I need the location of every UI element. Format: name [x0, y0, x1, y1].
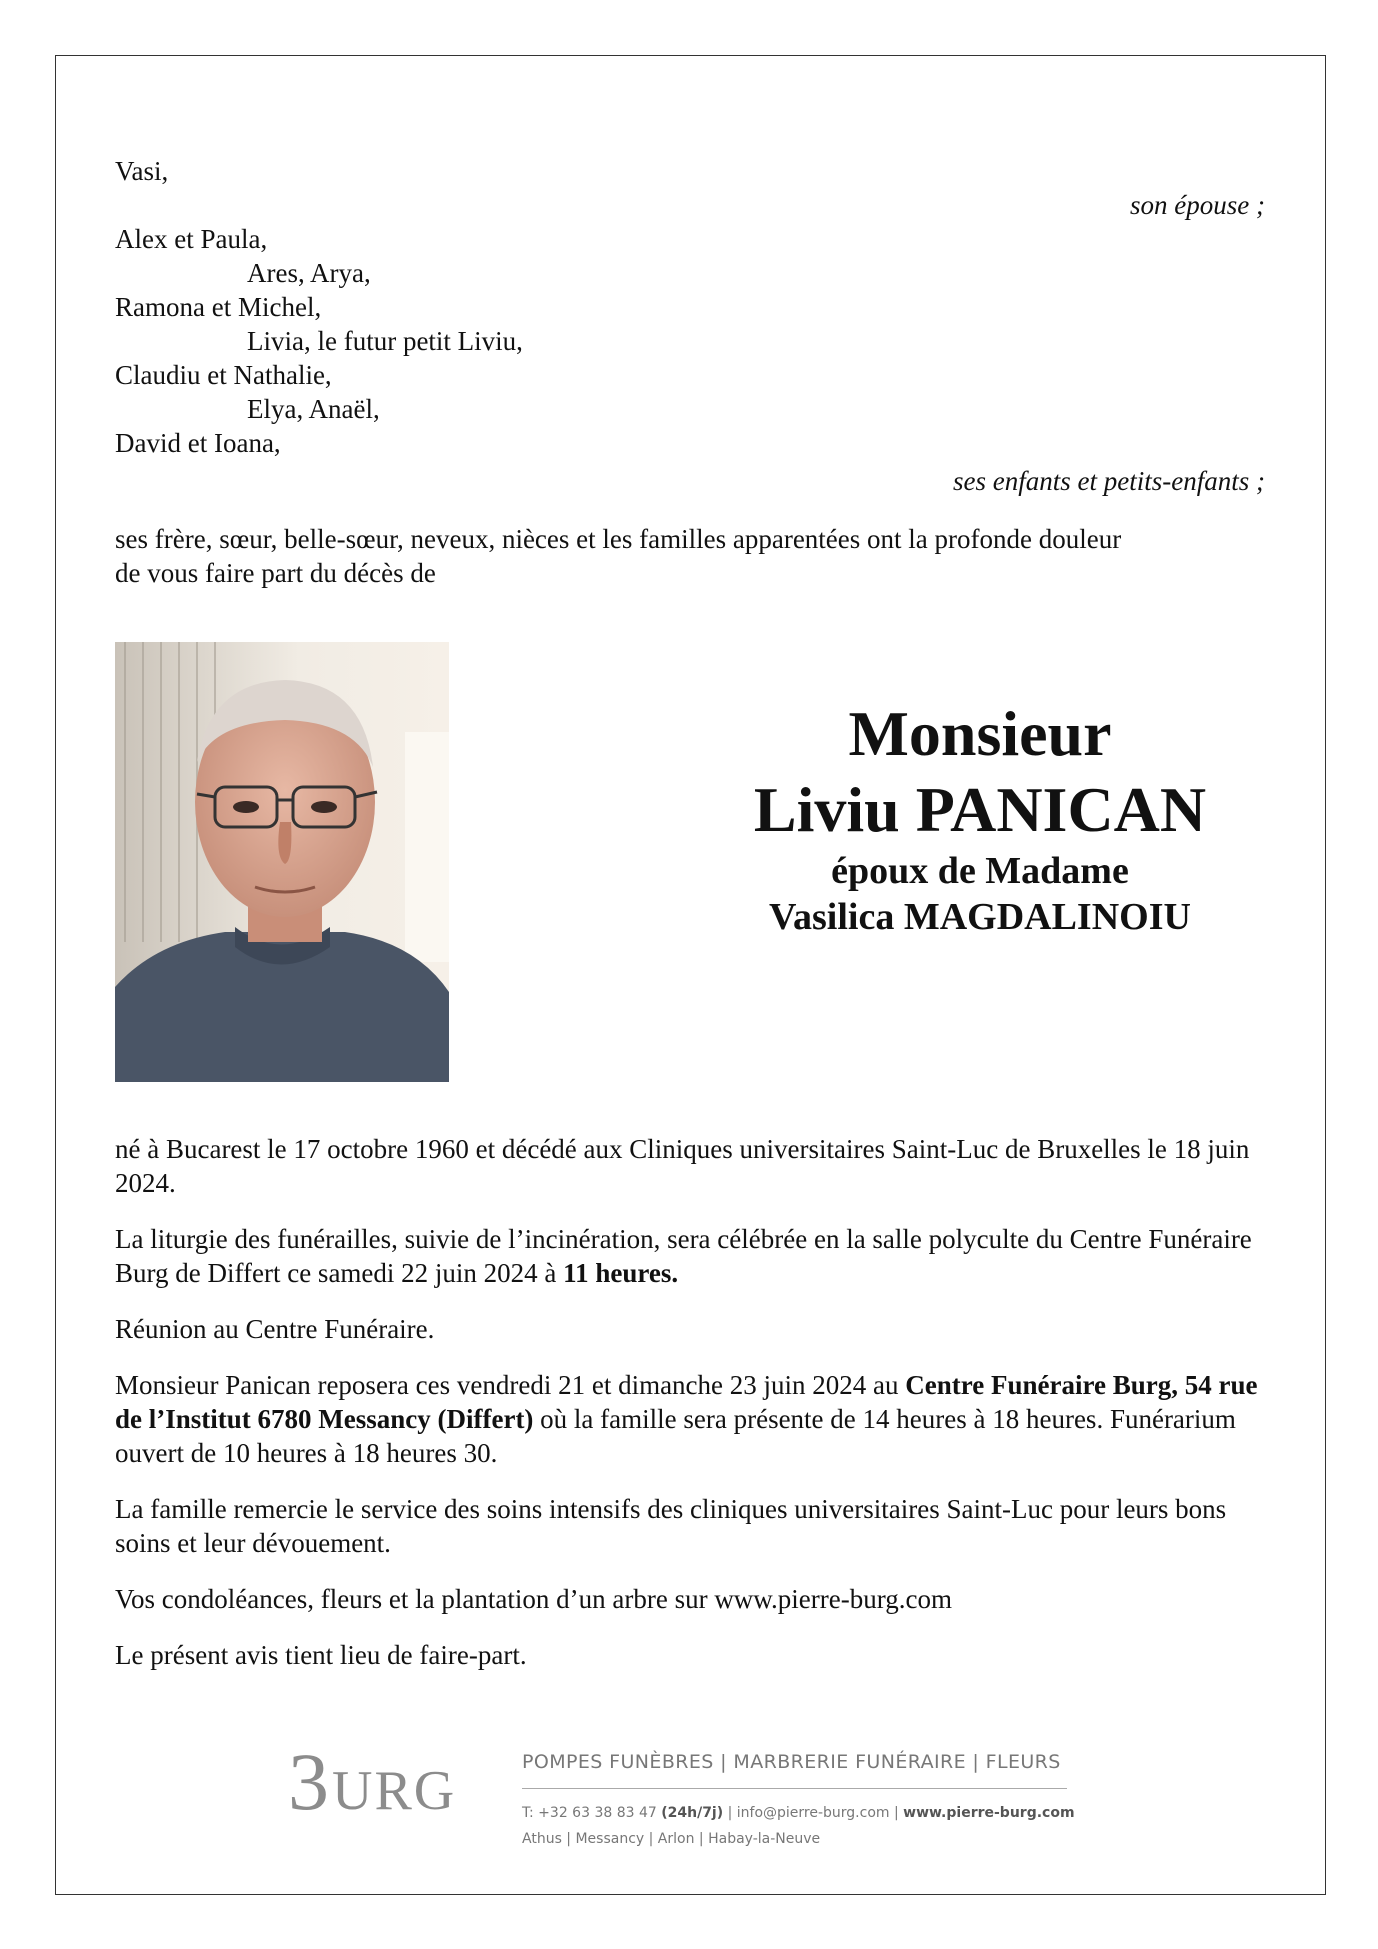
portrait-photo [115, 642, 449, 1082]
visitation-address: Centre Funéraire Burg, 54 rue de l’Institut 6780 Messancy (Differt) [115, 1370, 1258, 1434]
deceased-title: Monsieur [848, 698, 1112, 769]
footer-website: www.pierre-burg.com [903, 1805, 1075, 1821]
family-line: Alex et Paula, [115, 224, 268, 254]
family-role: son épouse ; [1130, 190, 1265, 220]
funeral-paragraph [115, 1222, 1275, 1290]
birth-death-paragraph: né à Bucarest le 17 octobre 1960 et décédé aux Cliniques universitaires Saint-Luc de Bruxelles le 18 juin 2024. [115, 1134, 1250, 1198]
deceased-name: Liviu PANICAN [753, 774, 1207, 845]
thanks-paragraph: La famille remercie le service des soins intensifs des cliniques universitaires Saint-Luc pour leurs bons soins et leur dévouement. [115, 1494, 1227, 1558]
family-line: Livia, le futur petit Liviu, [247, 326, 523, 356]
footer-services: POMPES FUNÈBRES | MARBRERIE FUNÉRAIRE | FLEURS [522, 1751, 1061, 1773]
reunion-paragraph: Réunion au Centre Funéraire. [115, 1314, 435, 1344]
family-line: Elya, Anaël, [247, 394, 380, 424]
notice-paragraph: Le présent avis tient lieu de faire-part. [115, 1640, 527, 1670]
footer-divider [522, 1788, 1067, 1789]
footer-email: | info@pierre-burg.com | [723, 1805, 904, 1821]
funeral-text: La liturgie des funérailles, suivie de l’incinération, sera célébrée en la salle polyculte du Centre Funéraire Burg de Differt ce samedi 22 juin 2024 à [115, 1224, 1252, 1288]
family-line: David et Ioana, [115, 428, 281, 458]
svg-text:URG: URG [332, 1760, 457, 1817]
svg-text:3: 3 [288, 1747, 329, 1817]
announcement-line: de vous faire part du décès de [115, 558, 436, 588]
footer-locations: Athus | Messancy | Arlon | Habay-la-Neuve [522, 1831, 821, 1847]
announcement-line: ses frère, sœur, belle-sœur, neveux, nièces et les familles apparentées ont la profonde douleur [115, 524, 1122, 554]
family-line: Claudiu et Nathalie, [115, 360, 332, 390]
spouse-name: Vasilica MAGDALINOIU [769, 896, 1191, 938]
family-line: Ares, Arya, [247, 258, 371, 288]
funeral-time: 11 heures. [563, 1258, 679, 1288]
footer-phone: T: +32 63 38 83 47 [522, 1805, 662, 1821]
deceased-name-block [640, 696, 1320, 940]
condolences-paragraph: Vos condoléances, fleurs et la plantation d’un arbre sur www.pierre-burg.com [115, 1584, 952, 1614]
visitation-text: Monsieur Panican reposera ces vendredi 21 et dimanche 23 juin 2024 au [115, 1370, 906, 1400]
footer-contact [522, 1805, 1075, 1821]
burg-logo [288, 1747, 478, 1817]
visitation-hours: où la famille sera présente de 14 heures à 18 heures. Funérarium ouvert de 10 heures à 18 heures 30. [115, 1404, 1236, 1468]
family-line: Ramona et Michel, [115, 292, 322, 322]
family-role: ses enfants et petits-enfants ; [953, 466, 1265, 496]
footer-phone-hours: (24h/7j) [661, 1805, 724, 1821]
family-line: Vasi, [115, 156, 169, 186]
visitation-paragraph [115, 1368, 1275, 1470]
spouse-label: époux de Madame [831, 850, 1129, 892]
